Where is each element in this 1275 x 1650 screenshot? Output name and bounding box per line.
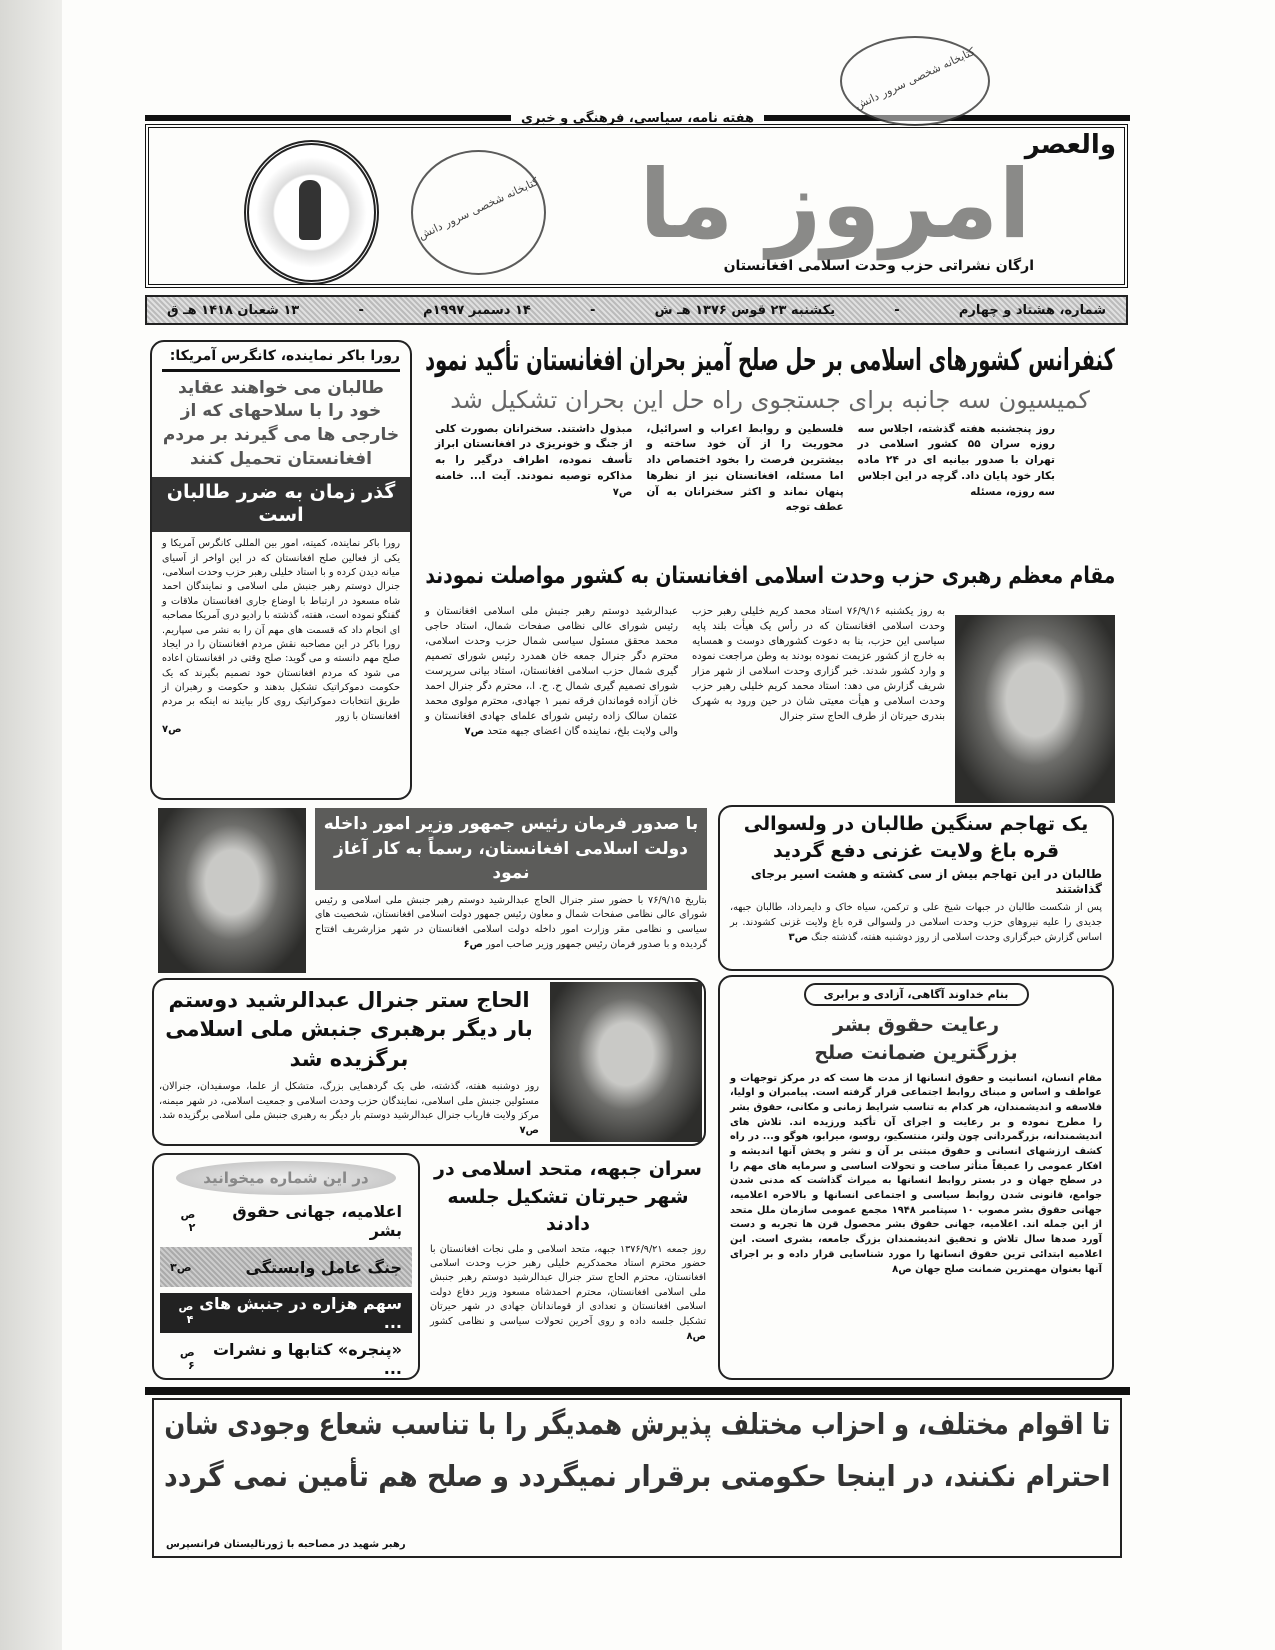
page-ref: ص۷ <box>612 486 633 498</box>
lead-subheadline-row <box>425 386 1115 414</box>
page-ref: ص۷ <box>464 726 485 737</box>
stamp-text: کتابخانه شخصی سرور دانش <box>852 44 978 113</box>
gregorian-date: ۱۴ دسمبر ۱۹۹۷م <box>423 302 531 318</box>
taliban-body: پس از شکست طالبان در جبهات شیخ علی و ترکمن، سیاه خاک و دایمرداد، طالبان جبهه، جدیدی را علیه نیروهای حزب وحدت اسلامی در ولسوالی قره باغ ولایت غزنی کشودند. بر اساس گزارش خبرگزاری وحدت اسلامی از روز دوشنبه هفته، گذشته جنگ <box>730 902 1102 943</box>
dostum-article <box>152 978 706 1146</box>
contents-item-label: «پنجره» کتابها و نشرات ... <box>212 1340 402 1378</box>
motto-badge: بنام خداوند آگاهی، آزادی و برابری <box>804 983 1029 1006</box>
return-headline: مقام معظم رهبری حزب وحدت اسلامی افغانستان به کشور مواصلت نمودند <box>425 563 1115 589</box>
library-stamp <box>840 36 990 126</box>
divider <box>145 1387 1130 1395</box>
contents-item[interactable] <box>160 1247 412 1287</box>
interior-article <box>315 808 707 974</box>
contents-item[interactable] <box>160 1339 412 1379</box>
tagline: هفته نامه، سیاسی، فرهنگی و خبری <box>520 110 755 126</box>
quote-attribution: رهبر شهید در مصاحبه با ژورنالیستان فرانسپرس <box>166 1539 406 1550</box>
taliban-headline: یک تهاجم سنگین طالبان در ولسوالی قره باغ ولایت غزنی دفع گردید <box>743 813 1089 862</box>
quote-banner <box>152 1398 1122 1558</box>
contents-box <box>152 1153 420 1380</box>
newspaper-title: امروز ما <box>639 150 1031 260</box>
scan-margin <box>0 0 62 1650</box>
lead-column: روز پنجشنبه هفته گذشته، اجلاس سه روزه سران ۵۵ کشور اسلامی در تهران با صدور بیانیه ای در ۲۴ ماده بکار خود پایان داد. گرچه در این اجلاس سه روزه، مسئله <box>857 422 1055 498</box>
return-column: به روز یکشنبه ۷۶/۹/۱۶ استاد محمد کریم خلیلی رهبر حزب وحدت اسلامی افغانستان که در رأس یک هیأت بلند پایه سیاسی این حزب، بنا به دعوت کشورهای دوست و همسایه به خارج از کشور عزیمت نموده بودند به وطن مراجعت نموده و وارد کشور شدند. خبر گزاری وحدت اسلامی از شهر مزار شریف گزارش می دهد: استاد محمد کریم خلیلی رهبر حزب وحدت اسلامی و هیأت معیتی شان در حین ورود به شهرک بندری حیرتان از طرف الحاج ستر جنرال <box>692 606 945 722</box>
divider <box>145 115 511 121</box>
masthead <box>145 124 1128 288</box>
dostum-photo <box>550 982 702 1142</box>
sidebar-body: رورا باکر نماینده، کمیته، امور بین المللی کانگرس آمریکا و یکی از فعالین صلح افغانستان که در این اواخر از آسیای میانه دیدن کرده و با استاد خلیلی رهبر حزب وحدت اسلامی، جنرال دوستم رهبر جنبش ملی اسلامی و نمایندگان احمد شاه مسعود در ارتباط با اوضاع جاری افغانستان ملاقات و گفتگو نموده است، هفته، گذشته با رادیو دری آمریکا مصاحبه ای انجام داد که قسمت های مهم آن را به نشر می سپاریم. رورا باکر در این مصاحبه نقش مردم افغانستان را در ایجاد صلح مهم دانسته و می گوید: صلح وقتی در افغانستان اعاده می شود که مردم افغانستان خود تصمیم بگیرند که یک حکومت دموکراتیک تشکیل بدهند و حکومت و رهبران از طریق انتخابات دموکراتیک روی کار بیایند نه اینکه بر مردم افغانستان با زور <box>162 538 400 722</box>
human-rights-body: مقام انسان، انسانیت و حقوق انسانها از مدت ها ست که در مرکز توجهات و عواطف و اساس و مبنای روابط اجتماعی قرار گرفته است. پیامبران و اولیا، فلاسفه و اندیشمندان، هر کدام به تناسب شرایط زمانی و مکانی، حقوق بشر را مطرح نموده و بر رعایت و اجرای آن تأکید ورزیده اند. تلاش های اندیشمندانه، بزرگمردانی چون ولتر، منتسکیو، روسو، میرابو، هوگو و... در راه کشف ارزشهای انسانی و حقوق مبتنی بر آن و نشر و پخش آنها اندیشه و افکار عمومی را عمیقاً متأثر ساخت و تحولات اساسی و سرمایه های مهم را در سطح جهان و در بستر روابط انسانها به میراث گذاشت که مدنی شدن جوامع، قانونی شدن روابط سیاسی و اجتماعی انسانها و بالاخره اعلامیه، جهانی حقوق بشر مصوب ۱۰ سپتامبر ۱۹۴۸ مجمع عمومی سازمان ملل متحد از این جمله اند. اعلامیه، جهانی حقوق بشر محصول قرن ها تجربه و دست آورد صدها سال تلاش و تحقیق اندیشمندان بزرگ جامعه، بشری است. این اعلامیه ابتدائی ترین حقوق انسانها را مورد شناسایی قرار داده و بر اجرای آنها بعنوان مهمترین ضمانت صلح جهان <box>730 1072 1102 1276</box>
lead-article <box>425 342 1115 552</box>
human-rights-subheadline: بزرگترین ضمانت صلح <box>814 1041 1018 1064</box>
human-rights-headline: رعایت حقوق بشر <box>832 1014 1000 1036</box>
dostum-body: روز دوشنبه هفته، گذشته، طی یک گردهمایی بزرگ، متشکل از علما، موسفیدان، جنرالان، مسئولین جنبش ملی اسلامی، نمایندگان حزب وحدت اسلامی و جمعیت اسلامی، در شهر میمنه، مرکز ولایت فاریاب جنرال عبدالرشید دوستم بار دیگر به رهبری جنبش ملی اسلامی برگزیده شد. <box>159 1081 539 1121</box>
return-headline-row <box>425 562 1115 591</box>
contents-item-page: ص ۲ <box>180 1208 196 1234</box>
taliban-subheadline: طالبان در این تهاجم بیش از سی کشته و هشت اسیر برجای گذاشتند <box>750 867 1102 897</box>
return-body <box>425 604 945 800</box>
quote-line: احترام نکنند، در اینجا حکومتی برقرار نمیگردد و صلح هم تأمین نمی گردد <box>163 1459 1111 1494</box>
organ-subtitle: ارگان نشراتی حزب وحدت اسلامی افغانستان <box>723 258 1034 274</box>
issue-number: شماره، هشتاد و چهارم <box>958 302 1106 318</box>
lead-column: فلسطین و روابط اعراب و اسرائیل، محوریت را از آن خود ساخته و بیشترین فرصت را بخود اختصاص داد اما مسئله، افغانستان نیز از نظرها پنهان نماند و اکثر سخنرانان به آن عطف توجه <box>646 422 844 514</box>
front-meeting-headline: سران جبهه، متحد اسلامی در شهر حیرتان تشکیل جلسه دادند <box>434 1158 702 1236</box>
sidebar-headline: طالبان می خواهند عقاید خود را با سلاحهای که از خارجی ها می گیرند بر مردم افغانستان تحمیل کنند <box>162 377 400 469</box>
dostum-text <box>159 986 539 1142</box>
party-emblem-logo <box>244 140 379 285</box>
motto: والعصر <box>1024 130 1116 160</box>
quote-line-row <box>164 1458 1110 1494</box>
newspaper-title-row <box>554 150 1116 260</box>
dostum-headline: الحاج ستر جنرال عبدالرشید دوستم بار دیگر برهبری جنبش ملی اسلامی برگزیده شد <box>165 988 533 1071</box>
taliban-attack-article <box>718 805 1114 971</box>
contents-item-label: اعلامیه، جهانی حقوق بشر <box>232 1202 402 1240</box>
page-ref: ص۷ <box>162 724 182 736</box>
quote-line-row <box>164 1406 1110 1442</box>
lunar-date: ۱۳ شعبان ۱۴۱۸ هـ ق <box>167 302 300 318</box>
human-rights-article <box>718 975 1114 1380</box>
interior-body: بتاریخ ۷۶/۹/۱۵ با حضور ستر جنرال الحاج عبدالرشید دوستم رهبر جنبش ملی اسلامی و رئیس شورای عالی نظامی صفحات شمال و معاون رئیس جمهور دولت اسلامی افغانستان، شخصیت های سیاسی و نظامی مقر وزارت امور داخله دولت اسلامی افغانستان در شهر مزارشریف افتتاح گردیده و با صدور فرمان رئیس جمهور وزیر صاحب امور <box>315 894 707 951</box>
contents-item-label: جنگ عامل وابستگی <box>245 1257 402 1277</box>
contents-item-label: سهم هزاره در جنبش های ... <box>199 1294 402 1332</box>
return-column: عبدالرشید دوستم رهبر جنبش ملی اسلامی افغانستان و رئیس شورای عالی نظامی صفحات شمال، استاد حاجی محمد محقق مسئول سیاسی شمال حزب وحدت اسلامی، محترم دگر جنرال جمعه خان همدرد رئیس شورای تصمیم گیری شمال حزب اسلامی افغانستان، استاد بیانی سرپرست شورای تصمیم گیری شمال ح. ح. ا.، محترم دگر جنرال احمد خان آزاده قوماندان فرقه نمبر ۱ جهادی، محترم مولوی محمد عثمان سالک زاده رئیس شورای علمای جهادی افغانستان و والی ولایت بلخ، نماینده گان اعضای جبهه متحد <box>425 606 678 737</box>
quote-line: تا اقوام مختلف، و احزاب مختلف پذیرش همدیگر را با تناسب شعاع وجودی شان <box>164 1407 1110 1441</box>
khalili-photo <box>955 615 1115 803</box>
minister-photo <box>158 808 306 973</box>
interior-headline: با صدور فرمان رئیس جمهور وزیر امور داخله دولت اسلامی افغانستان، رسماً به کار آغاز نمود <box>315 808 707 890</box>
page-ref: ص۶ <box>463 939 483 951</box>
contents-item-page: ص ۴ <box>178 1300 194 1326</box>
library-stamp <box>411 150 546 275</box>
page-ref: ص۷ <box>519 1125 539 1137</box>
page-ref: ص۸ <box>686 1330 706 1342</box>
front-meeting-article <box>430 1156 706 1382</box>
solar-date: یکشنبه ۲۳ قوس ۱۳۷۶ هـ ش <box>654 302 836 318</box>
lead-headline: کنفرانس کشورهای اسلامی بر حل صلح آمیز بحران افغانستان تأکید نمود <box>425 343 1115 378</box>
date-bar: شماره، هشتاد و چهارم - یکشنبه ۲۳ قوس ۱۳۷۶ هـ ش - ۱۴ دسمبر ۱۹۹۷م - ۱۳ شعبان ۱۴۱۸ هـ ق <box>145 295 1128 325</box>
sidebar-banner: گذر زمان به ضرر طالبان است <box>152 477 410 533</box>
contents-item-page: ص۳ <box>170 1260 192 1274</box>
lead-subheadline: کمیسیون سه جانبه برای جستجوی راه حل این بحران تشکیل شد <box>450 385 1090 414</box>
contents-item[interactable] <box>160 1293 412 1333</box>
sidebar-article <box>150 340 412 800</box>
contents-item[interactable] <box>160 1201 412 1241</box>
stamp-text: کتابخانه شخصی سرور دانش <box>416 174 541 243</box>
contents-title: در این شماره میخوانید <box>176 1161 396 1195</box>
emblem-torch-icon <box>299 180 321 240</box>
lead-column: مبذول داشتند. سخنرانان بصورت کلی از جنگ و خونریزی در افغانستان ابراز تأسف نموده، اطراف درگیر را به مذاکره توصیه نمودند. آیت ا... خامنه <box>435 422 633 482</box>
sidebar-kicker: رورا باکر نماینده، کانگرس آمریکا: <box>162 348 400 372</box>
page-ref: ص۳ <box>788 931 809 943</box>
contents-item-page: ص ۶ <box>179 1346 195 1372</box>
page-ref: ص۸ <box>892 1264 912 1276</box>
front-meeting-body: روز جمعه ۱۳۷۶/۹/۲۱ جبهه، متحد اسلامی و ملی نجات افغانستان با حضور محترم استاد محمدکریم خلیلی رهبر حزب وحدت اسلامی افغانستان، محترم الحاج ستر جنرال عبدالرشید دوستم رهبر جنبش ملی اسلامی افغانستان، محترم احمدشاه مسعود وزیر دفاع دولت اسلامی افغانستان و تعدادی از قوماندانان جهادی در شهر حیرتان تشکیل جلسه داده و روی آخرین تحولات سیاسی و نظامی کشور <box>430 1243 706 1327</box>
lead-headline-row <box>425 342 1115 380</box>
